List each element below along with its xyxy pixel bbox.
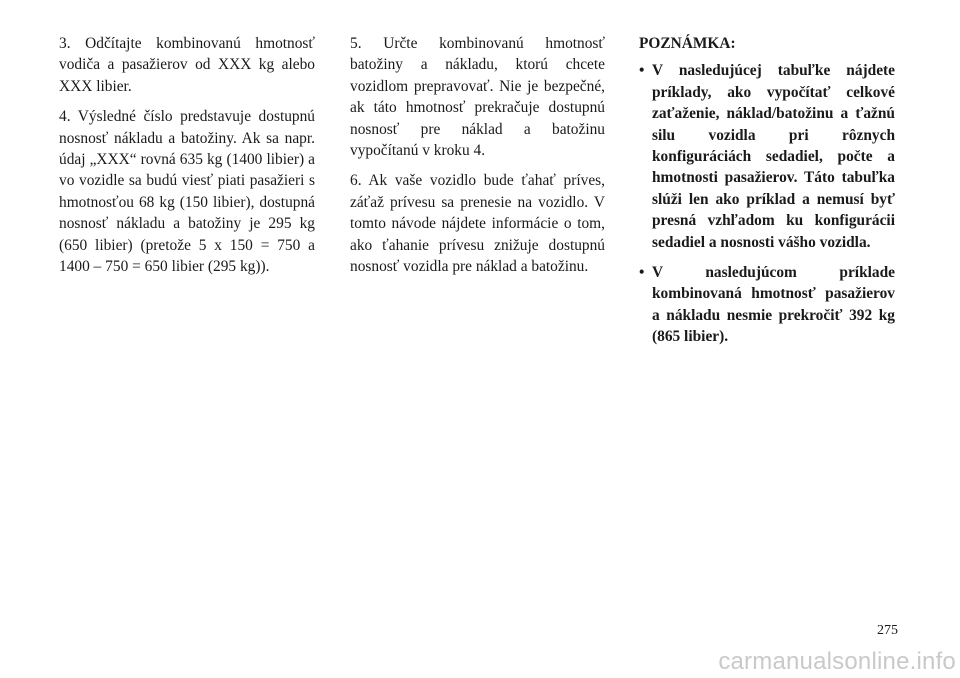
page-number: 275	[877, 623, 898, 638]
note-item-text: V nasledujúcom príklade kombinovaná hmotnosť pasažierov a nákladu nesmie prekročiť 392 kg (865 libier).	[652, 264, 895, 346]
text-column-middle	[350, 33, 605, 286]
note-item	[639, 60, 895, 253]
paragraph-step-6: 6. Ak vaše vozidlo bude ťahať príves, záťaž prívesu sa prenesie na vozidlo. V tomto návode nájdete informácie o tom, ako ťahanie prívesu znižuje dostupnú nosnosť vozidla pre náklad a batožinu.	[350, 172, 605, 276]
text-column-left	[59, 33, 315, 286]
note-item	[639, 262, 895, 348]
bullet-icon: •	[639, 264, 645, 282]
paragraph-step-4: 4. Výsledné číslo predstavuje dostupnú nosnosť nákladu a batožiny. Ak sa napr. údaj „XXX“ rovná 635 kg (1400 libier) a vo vozidle sa budú viesť piati pasažieri s hmotnosťou 68 kg (150 libier), dostupná nosnosť nákladu a batožiny je 295 kg (650 libier) (pretože 5 x 150 = 750 a 1400 – 750 = 650 libier (295 kg)).	[59, 108, 315, 276]
note-column-right	[639, 33, 895, 357]
paragraph-step-3: 3. Odčítajte kombinovanú hmotnosť vodiča a pasažierov od XXX kg alebo XXX libier.	[59, 35, 315, 95]
bullet-icon: •	[639, 62, 645, 80]
note-item-text: V nasledujúcej tabuľke nájdete príklady, ako vypočítať celkové zaťaženie, náklad/batožinu a ťažnú silu vozidla pri rôznych konfiguráciách sedadiel, počte a hmotnosti pasažierov. Táto tabuľka slúži len ako príklad a nemusí byť presná vzhľadom ku konfigurácii sedadiel a nosnosti vášho vozidla.	[652, 62, 895, 251]
note-heading: POZNÁMKA:	[639, 35, 736, 52]
paragraph-step-5: 5. Určte kombinovanú hmotnosť batožiny a nákladu, ktorú chcete vozidlom prepravovať. Nie je bezpečné, ak táto hmotnosť prekračuje dostupnú nosnosť pre náklad a batožinu vypočítanú v kroku 4.	[350, 35, 605, 160]
note-list	[639, 60, 895, 347]
watermark: carmanualsonline.info	[718, 648, 956, 675]
